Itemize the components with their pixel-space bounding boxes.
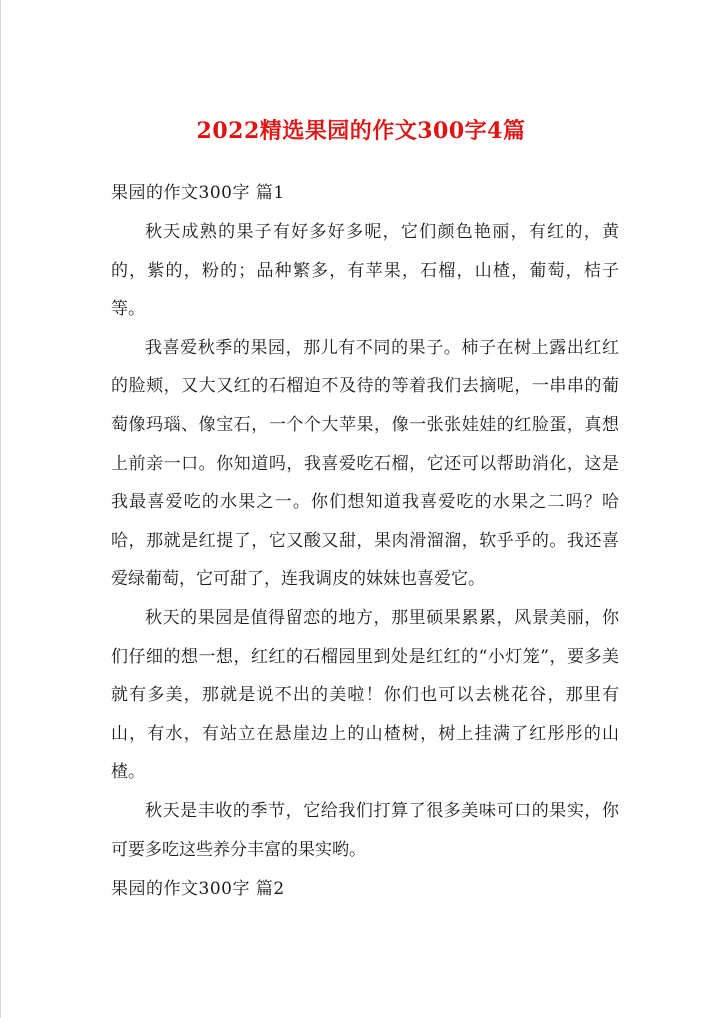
paragraph: 秋天成熟的果子有好多好多呢，它们颜色艳丽，有红的，黄的，紫的，粉的；品种繁多，有苹果，石榴，山楂，葡萄，桔子等。 — [111, 222, 619, 320]
paragraph: 我喜爱秋季的果园，那儿有不同的果子。柿子在树上露出红红的脸颊，又大又红的石榴迫不及待的等着我们去摘呢，一串串的葡萄像玛瑙、像宝石，一个个大苹果，像一张张娃娃的红脸蛋，真想上前亲一口。你知道吗，我喜爱吃石榴，它还可以帮助消化，这是我最喜爱吃的水果之一。你们想知道我喜爱吃的水果之二吗？哈哈，那就是红提了，它又酸又甜，果肉滑溜溜，软乎乎的。我还喜爱绿葡萄，它可甜了，连我调皮的妹妹也喜爱它。 — [111, 337, 619, 590]
paragraph: 秋天的果园是值得留恋的地方，那里硕果累累，风景美丽，你们仔细的想一想，红红的石榴园里到处是红红的“小灯笼”，要多美就有多美，那就是说不出的美啦！你们也可以去桃花谷，那里有山，有水，有站立在悬崖边上的山楂树，树上挂满了红彤彤的山楂。 — [111, 607, 619, 783]
document-body — [111, 173, 619, 909]
section-heading-2: 果园的作文300字 篇2 — [111, 879, 285, 900]
paragraph: 秋天是丰收的季节，它给我们打算了很多美味可口的果实，你可要多吃这些养分丰富的果实哟。 — [111, 800, 619, 860]
section-heading-1: 果园的作文300字 篇1 — [111, 183, 285, 203]
document-title: 2022精选果园的作文300字4篇 — [196, 118, 526, 144]
